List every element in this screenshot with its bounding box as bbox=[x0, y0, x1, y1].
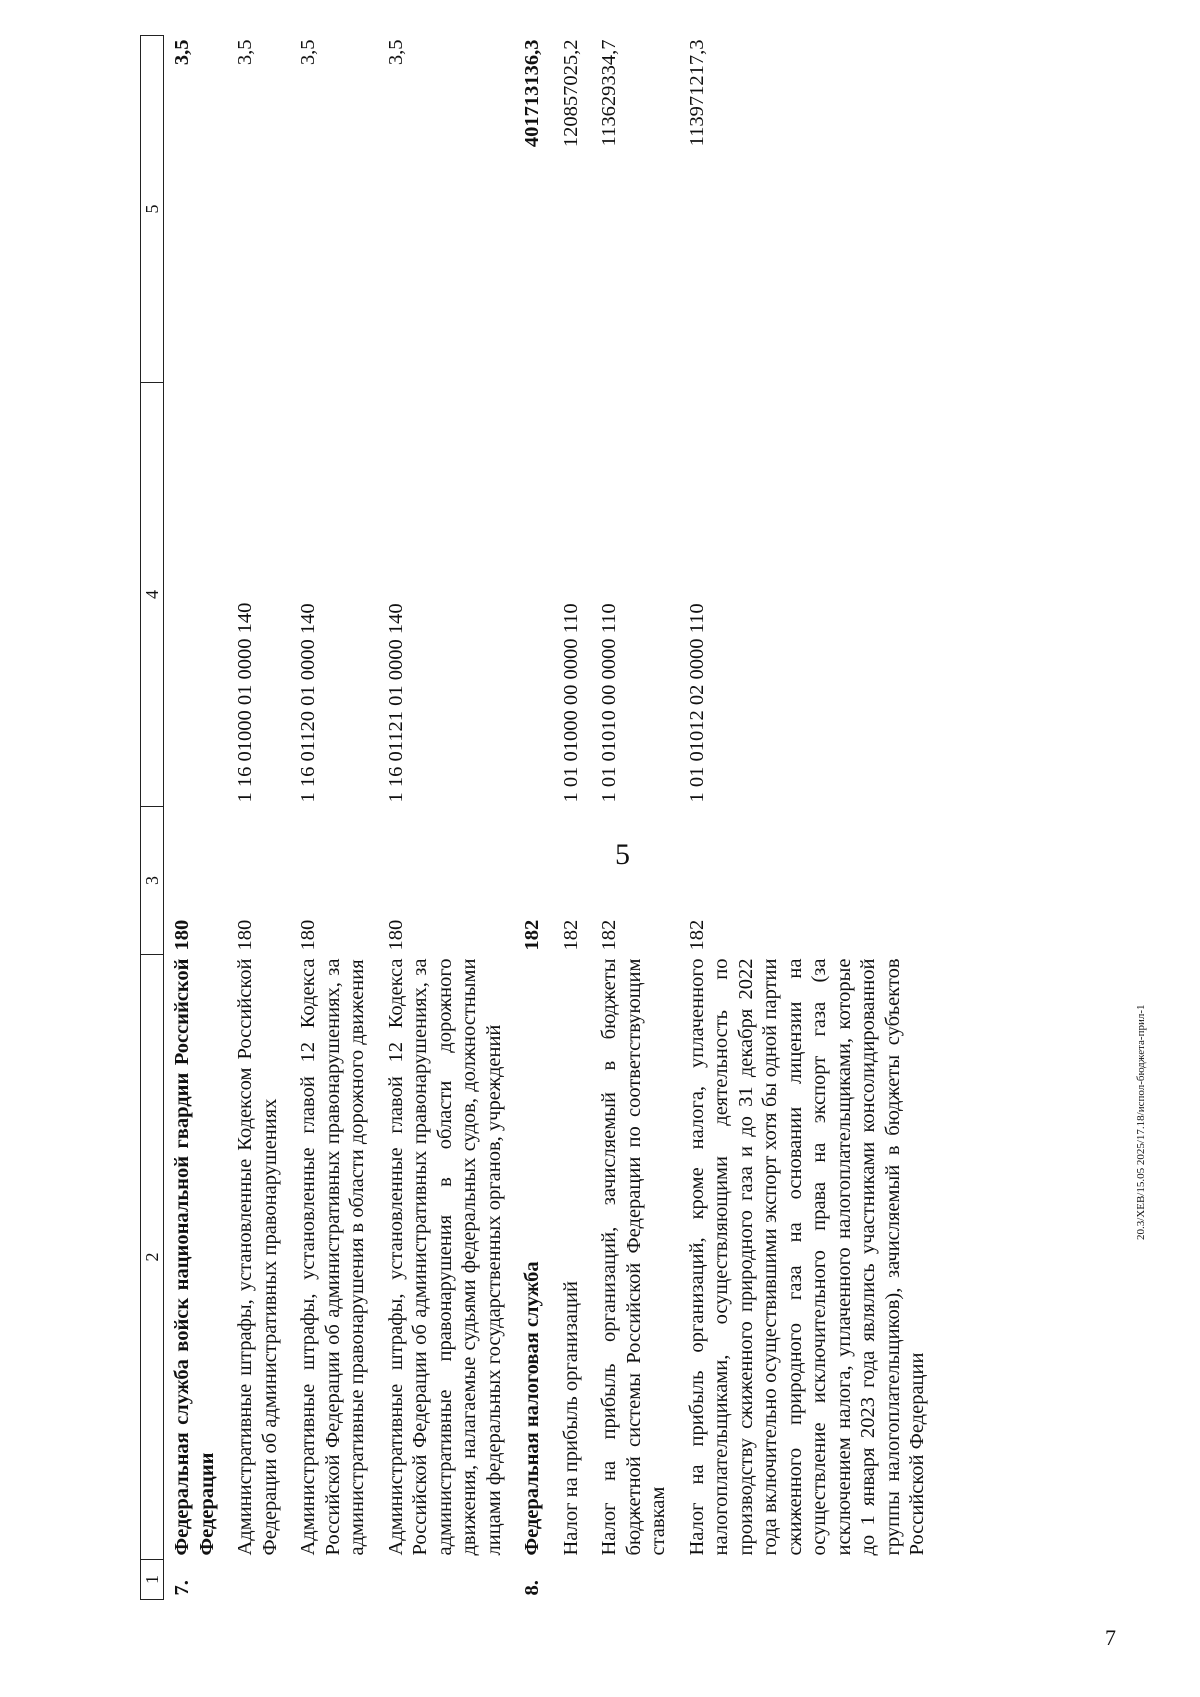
row-amount: 3,5 bbox=[297, 39, 319, 66]
column-header-3: 3 bbox=[141, 807, 164, 955]
row-description: Налог на прибыль организаций, кроме налога, уплаченного налогоплательщиками, осуществляющими деятельность по производству сжиженного природного газа и до 31 декабря 2022 года включительно осуществившими экспорт хотя бы одной партии сжиженного природного газа на основании лицензии на осуществление исключительного права на экспорт газа (за исключением налога, уплаченного налогоплательщиками, которые до 1 января 2023 года являлись участниками консолидированной группы налогоплательщиков), зачисляемый в бюджеты субъектов Российской Федерации bbox=[685, 958, 928, 1556]
footer-document-code: 20.3/XEB/15.05 2025/17.18/испол-бюджета-прил-1 bbox=[1135, 1004, 1147, 1240]
budget-revenue-table bbox=[140, 35, 938, 1600]
row-admin-code: 182 bbox=[685, 919, 708, 951]
row-admin-code: 180 bbox=[384, 919, 407, 951]
row-amount: 113629334,7 bbox=[598, 39, 620, 147]
row-amount: 3,5 bbox=[171, 39, 193, 66]
row-number bbox=[378, 1560, 515, 1600]
row-admin-code: 182 bbox=[559, 919, 582, 951]
row-budget-classification-code: 1 16 01000 01 0000 140 bbox=[234, 602, 256, 803]
page-number-top: 5 bbox=[615, 838, 630, 871]
row-description: Административные штрафы, установленные главой 12 Кодекса Российской Федерации об административных правонарушениях, за административные правонарушения в области дорожного движения, налагаемые судьями федеральных судов, должностными лицами федеральных государственных органов, учреждений bbox=[384, 958, 505, 1556]
row-admin-code: 182 bbox=[521, 919, 543, 951]
row-number bbox=[227, 1560, 290, 1600]
row-admin-code: 180 bbox=[171, 919, 193, 951]
row-amount: 3,5 bbox=[384, 39, 407, 66]
row-amount: 401713136,3 bbox=[521, 39, 543, 148]
row-number bbox=[679, 1560, 938, 1600]
table-section-row bbox=[164, 36, 228, 1600]
row-admin-code: 180 bbox=[297, 919, 319, 951]
row-description: Федеральная служба войск национальной гвардии Российской Федерации bbox=[171, 958, 218, 1556]
table-section-row bbox=[514, 36, 553, 1600]
column-header-1: 1 bbox=[141, 1560, 164, 1600]
row-amount: 120857025,2 bbox=[559, 39, 582, 148]
row-description: Налог на прибыль организаций, зачисляемый в бюджеты бюджетной системы Российской Федерации по соответствующим ставкам bbox=[598, 958, 669, 1556]
row-number: 7. bbox=[171, 1580, 193, 1596]
row-budget-classification-code bbox=[164, 383, 228, 807]
row-description: Федеральная налоговая служба bbox=[521, 1261, 543, 1556]
row-description: Административные штрафы, установленные Кодексом Российской Федерации об административных правонарушениях bbox=[234, 958, 281, 1556]
table-row bbox=[227, 36, 290, 1600]
column-header-2: 2 bbox=[141, 955, 164, 1560]
row-budget-classification-code: 1 01 01010 00 0000 110 bbox=[598, 603, 620, 803]
row-amount: 113971217,3 bbox=[685, 39, 708, 147]
row-amount: 3,5 bbox=[234, 39, 256, 66]
row-budget-classification-code: 1 01 01012 02 0000 110 bbox=[685, 603, 708, 803]
rotated-table-container bbox=[140, 32, 1040, 1600]
row-budget-classification-code: 1 16 01120 01 0000 140 bbox=[297, 603, 319, 803]
row-number bbox=[553, 1560, 592, 1600]
row-budget-classification-code: 1 16 01121 01 0000 140 bbox=[384, 603, 407, 803]
page-number-bottom: 7 bbox=[1105, 1625, 1116, 1650]
column-number-header-row bbox=[141, 36, 164, 1600]
table-body bbox=[164, 36, 938, 1600]
row-description: Административные штрафы, установленные главой 12 Кодекса Российской Федерации об административных правонарушениях, за административные правонарушения в области дорожного движения bbox=[297, 958, 368, 1556]
row-number bbox=[290, 1560, 378, 1600]
column-header-5: 5 bbox=[141, 36, 164, 383]
row-admin-code: 180 bbox=[234, 919, 256, 951]
table-row bbox=[591, 36, 679, 1600]
row-admin-code: 182 bbox=[598, 919, 620, 951]
table-row bbox=[378, 36, 515, 1600]
row-budget-classification-code: 1 01 01000 00 0000 110 bbox=[559, 603, 582, 803]
row-number bbox=[591, 1560, 679, 1600]
row-description: Налог на прибыль организаций bbox=[559, 1281, 582, 1556]
column-header-4: 4 bbox=[141, 383, 164, 807]
table-row bbox=[290, 36, 378, 1600]
table-row bbox=[679, 36, 938, 1600]
row-budget-classification-code bbox=[514, 383, 553, 807]
row-number: 8. bbox=[521, 1580, 543, 1596]
table-row bbox=[553, 36, 592, 1600]
